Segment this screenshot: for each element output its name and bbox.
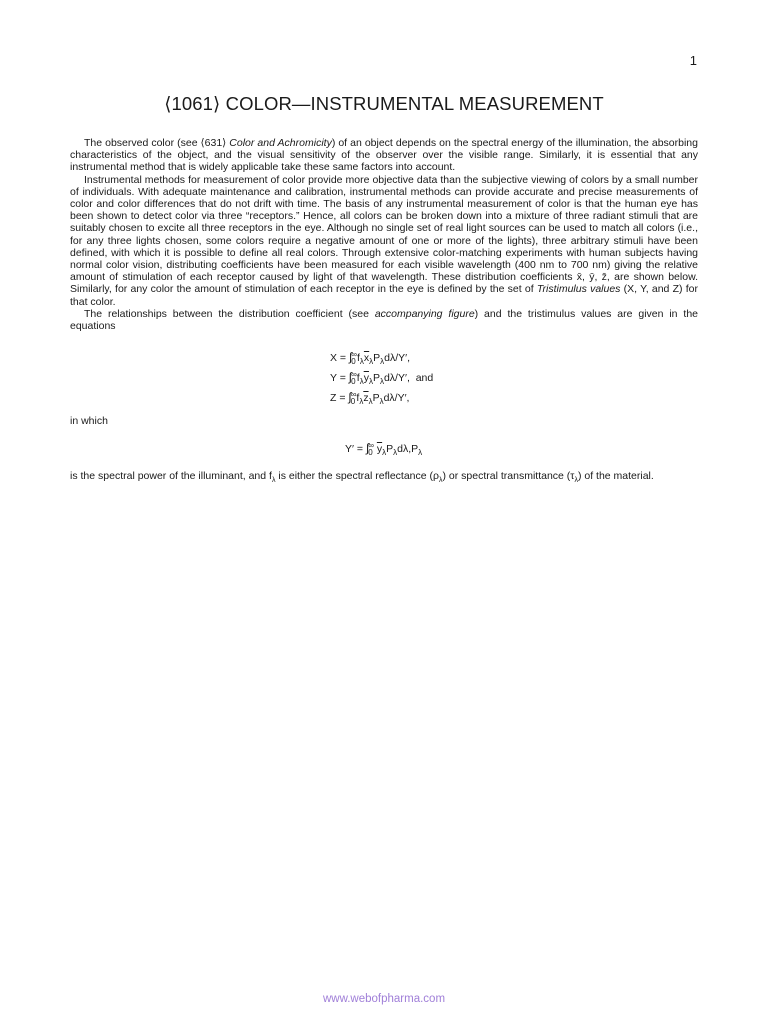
footer-link[interactable]: www.webofpharma.com — [322, 993, 446, 1005]
p3-italic-ref: accompanying figure — [374, 307, 475, 320]
body-text — [70, 137, 698, 332]
final-a: is the spectral power of the illuminant, and f — [70, 470, 272, 482]
p1-italic-ref: Color and Achromicity — [229, 137, 332, 149]
eq-lambda: λ — [379, 377, 384, 386]
equation-x — [330, 347, 433, 367]
final-b: is either the spectral reflectance (ρ — [275, 470, 439, 482]
equation-z — [330, 387, 433, 407]
lower-limit: 0 — [350, 397, 356, 407]
page-title: ⟨1061⟩ COLOR—INSTRUMENTAL MEASUREMENT — [164, 93, 604, 114]
eq-lambda: λ — [359, 377, 364, 386]
p2-text-a: Instrumental methods for measurement of color provide more objective data than the subjective viewing of colors by a small number of individuals. With adequate maintenance and calibration, instrumental methods can provide accurate and precise measurements of color and color differences that do not drift with time. The basis of any instrumental measurement of color is that the human eye has been shown to detect color via three “receptors.” Hence, all colors can be broken down into a mixture of three radiant stimuli that are suitably chosen to excite all three receptors in the eye. Although no single set of real light sources can be used to match all colors (i.e., for any three lights chosen, some colors require a negative amount of one or more of the lights), three arbitrary stimuli have been defined, with which it is possible to define all real colors. Through extensive color-matching experiments with human subjects having normal color vision, distributing coefficients have been measured for each visible wavelength (400 nm to 700 nm) giving the relative amount of stimulation of each receptor caused by light of that wavelength. These distribution coefficients x̄, ȳ, z̄, are shown below. Similarly, for any color the amount of stimulation of each receptor in the eye is defined by the set of — [70, 173, 698, 296]
paragraph-3 — [70, 308, 698, 332]
final-sub1: λ — [271, 477, 276, 485]
eq-tail: dλ/Y′, — [383, 372, 410, 384]
upper-limit: ∞ — [368, 441, 374, 451]
in-which-text: in which — [70, 415, 108, 427]
eq-lambda: λ — [359, 397, 364, 406]
equation-y — [330, 367, 433, 387]
upper-limit: ∞ — [351, 350, 357, 360]
final-c: ) or spectral transmittance (τ — [442, 470, 575, 482]
p2-italic-term: Tristimulus values — [536, 283, 621, 296]
eq-y-lhs: Y = — [330, 372, 349, 384]
p1-text-b: ) of an object depends on the spectral energy of the illumination, the absorbing characteristics of the object, and the visual sensitivity of the observer over the visible range. Similarly, it is essential that any instrumental method that is widely applicable take these same factors into account. — [70, 137, 698, 174]
paragraph-2 — [70, 174, 698, 308]
eq-lambda: λ — [368, 397, 373, 406]
integral-symbol: ∫ — [365, 441, 370, 455]
eq-f: f — [356, 372, 360, 384]
tristimulus-equations — [330, 347, 433, 407]
eq-lambda: λ — [380, 357, 385, 366]
eq-p: P — [372, 372, 380, 384]
eq-tail: dλ/Y′, — [383, 392, 410, 404]
eq-p: P — [372, 392, 380, 404]
final-sentence — [70, 470, 698, 484]
final-sub2: λ — [439, 477, 443, 485]
eq-lambda: λ — [369, 357, 374, 366]
lower-limit: 0 — [368, 448, 373, 458]
integral-symbol: ∫ — [348, 350, 353, 364]
page-number: 1 — [689, 53, 697, 68]
eq-zbar: $\overline{z}$ — [363, 392, 369, 404]
eq-lambda: λ — [379, 397, 384, 406]
eq-tail: dλ/Y′, — [384, 352, 411, 364]
eq-f: f — [356, 352, 360, 364]
final-sub3: λ — [574, 477, 578, 485]
eq-ybar: $\overline{y}$ — [363, 372, 369, 384]
integral-limits — [365, 441, 374, 458]
eq-x-lhs: X = — [330, 352, 349, 364]
p1-text-a: The observed color (see ⟨631⟩ — [84, 137, 230, 149]
final-d: ) of the material. — [577, 470, 654, 482]
integral-symbol: ∫ — [348, 390, 352, 404]
eq-and: and — [415, 372, 434, 384]
lower-limit: 0 — [351, 377, 356, 387]
p3-text-b: ) and the tristimulus values are given in the equations — [70, 307, 699, 333]
eq-p: P — [373, 352, 381, 364]
eq-lambda: λ — [359, 357, 364, 366]
eq-xbar: $\overline{x}$ — [363, 352, 370, 364]
eq-lambda: λ — [368, 377, 373, 386]
eq-yprime-tail: dλ,P — [397, 443, 419, 455]
eq-p: P — [386, 443, 394, 455]
p3-text-a: The relationships between the distribution coefficient (see — [84, 307, 375, 320]
upper-limit: ∞ — [350, 390, 357, 400]
integral-symbol: ∫ — [348, 370, 353, 384]
eq-lambda: λ — [393, 448, 398, 457]
eq-lambda: λ — [382, 448, 387, 457]
p2-text-b: (X, Y, and Z) for that color. — [70, 283, 698, 308]
lower-limit: 0 — [351, 357, 356, 367]
eq-z-lhs: Z = — [330, 392, 349, 404]
paragraph-1 — [70, 137, 698, 174]
eq-yprime-lhs: Y′ = — [345, 443, 366, 455]
eq-lambda: λ — [418, 448, 423, 457]
upper-limit: ∞ — [351, 370, 357, 380]
eq-f: f — [356, 392, 360, 404]
equation-yprime — [345, 441, 422, 461]
eq-ybar: $\overline{y}$ — [376, 443, 383, 455]
